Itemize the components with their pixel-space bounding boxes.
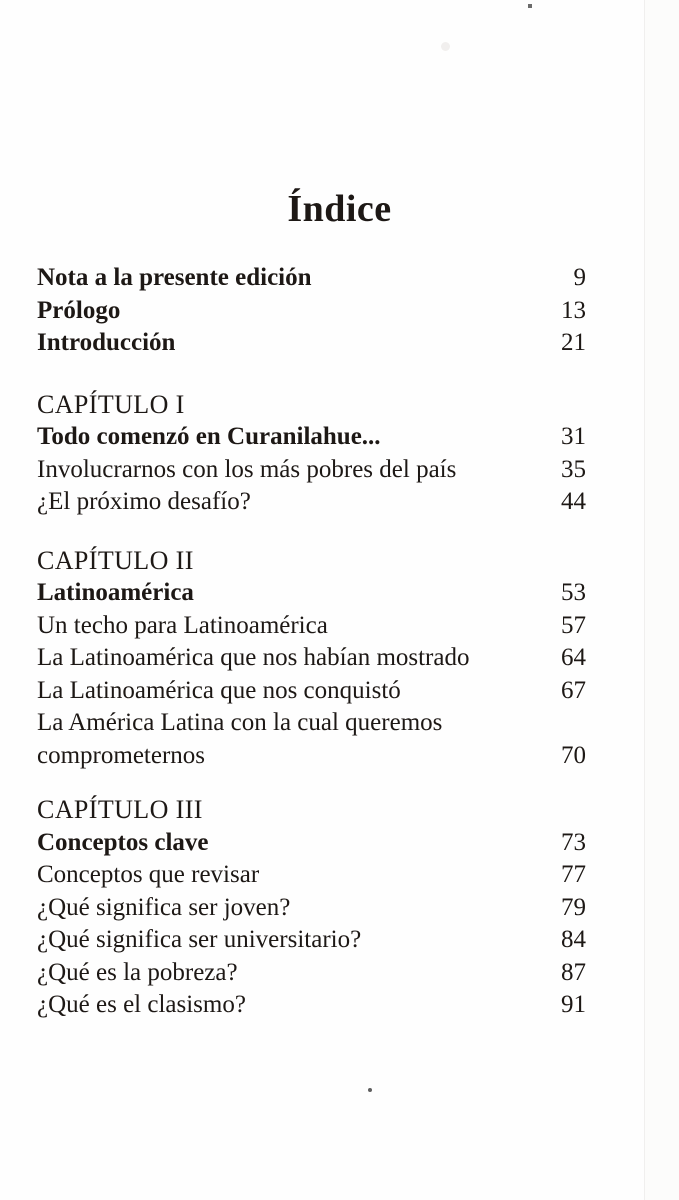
entry-title: Conceptos clave [37,828,209,856]
chapter-heading: CAPÍTULO II [37,545,194,575]
entry-title: Conceptos que revisar [37,861,260,888]
entry-title: Involucrarnos con los más pobres del país [37,455,457,483]
toc-entry [37,924,586,957]
entry-page-number: 77 [561,861,586,888]
entry-title: La América Latina con la cual queremos comprometernos [37,709,443,769]
entry-page-number: 67 [561,676,586,704]
chapter-entries [37,577,586,772]
entry-page-number: 21 [561,329,586,356]
toc-entry [37,642,586,675]
entry-page-number: 57 [561,611,586,639]
entry-title: Un techo para Latinoamérica [37,611,328,639]
entry-title: Todo comenzó en Curanilahue... [37,423,381,450]
entry-page-number: 79 [561,893,586,921]
entry-page-number: 91 [561,991,586,1018]
toc-entry [37,675,586,708]
toc-entry [37,827,586,860]
entry-page-number: 64 [561,644,586,671]
chapter-heading: CAPÍTULO III [37,795,203,824]
entry-title: ¿Qué es el clasismo? [37,991,246,1018]
page-title: Índice [287,188,392,230]
toc-entry [37,577,586,610]
toc-entry [37,859,586,892]
entry-page-number: 87 [561,958,586,986]
entry-title: Nota a la presente edición [37,264,312,291]
toc-section [37,389,586,519]
entry-title: ¿Qué es la pobreza? [37,958,238,986]
scan-smudge [441,42,450,51]
entry-page-number: 73 [561,828,586,856]
entry-page-number: 9 [573,264,586,291]
chapter-entries [37,421,586,519]
entry-title: Prólogo [37,296,121,324]
toc-entry [37,707,586,772]
entry-title: ¿Qué significa ser universitario? [37,926,362,953]
chapter-heading: CAPÍTULO I [37,389,185,419]
toc-section [37,794,586,1022]
toc-entry [37,610,586,643]
entry-page-number: 53 [561,579,586,606]
toc-entry [37,486,586,519]
toc-entry [37,295,586,328]
toc-entry [37,989,586,1022]
toc-entry [37,262,586,295]
entry-title: ¿El próximo desafío? [37,488,251,515]
entry-title: La Latinoamérica que nos conquistó [37,676,401,704]
scan-speck [368,1088,372,1092]
toc-section [37,262,586,360]
entry-page-number: 35 [561,455,586,483]
entry-title: Introducción [37,329,176,356]
entry-title: ¿Qué significa ser joven? [37,893,291,921]
toc-sections [37,262,586,1022]
entry-title: Latinoamérica [37,579,194,606]
toc-entry [37,892,586,925]
toc-entry [37,327,586,360]
entry-title: La Latinoamérica que nos habían mostrado [37,644,470,671]
chapter-entries [37,262,586,360]
toc-section [37,545,586,773]
toc-entry [37,957,586,990]
toc-entry [37,454,586,487]
page-edge-shadow [644,0,679,1200]
scan-speck [528,4,532,8]
toc-entry [37,421,586,454]
entry-page-number: 13 [561,296,586,324]
entry-page-number: 44 [561,488,586,515]
entry-page-number: 84 [561,926,586,953]
chapter-entries [37,827,586,1022]
entry-page-number: 31 [561,423,586,450]
entry-page-number: 70 [561,741,586,769]
